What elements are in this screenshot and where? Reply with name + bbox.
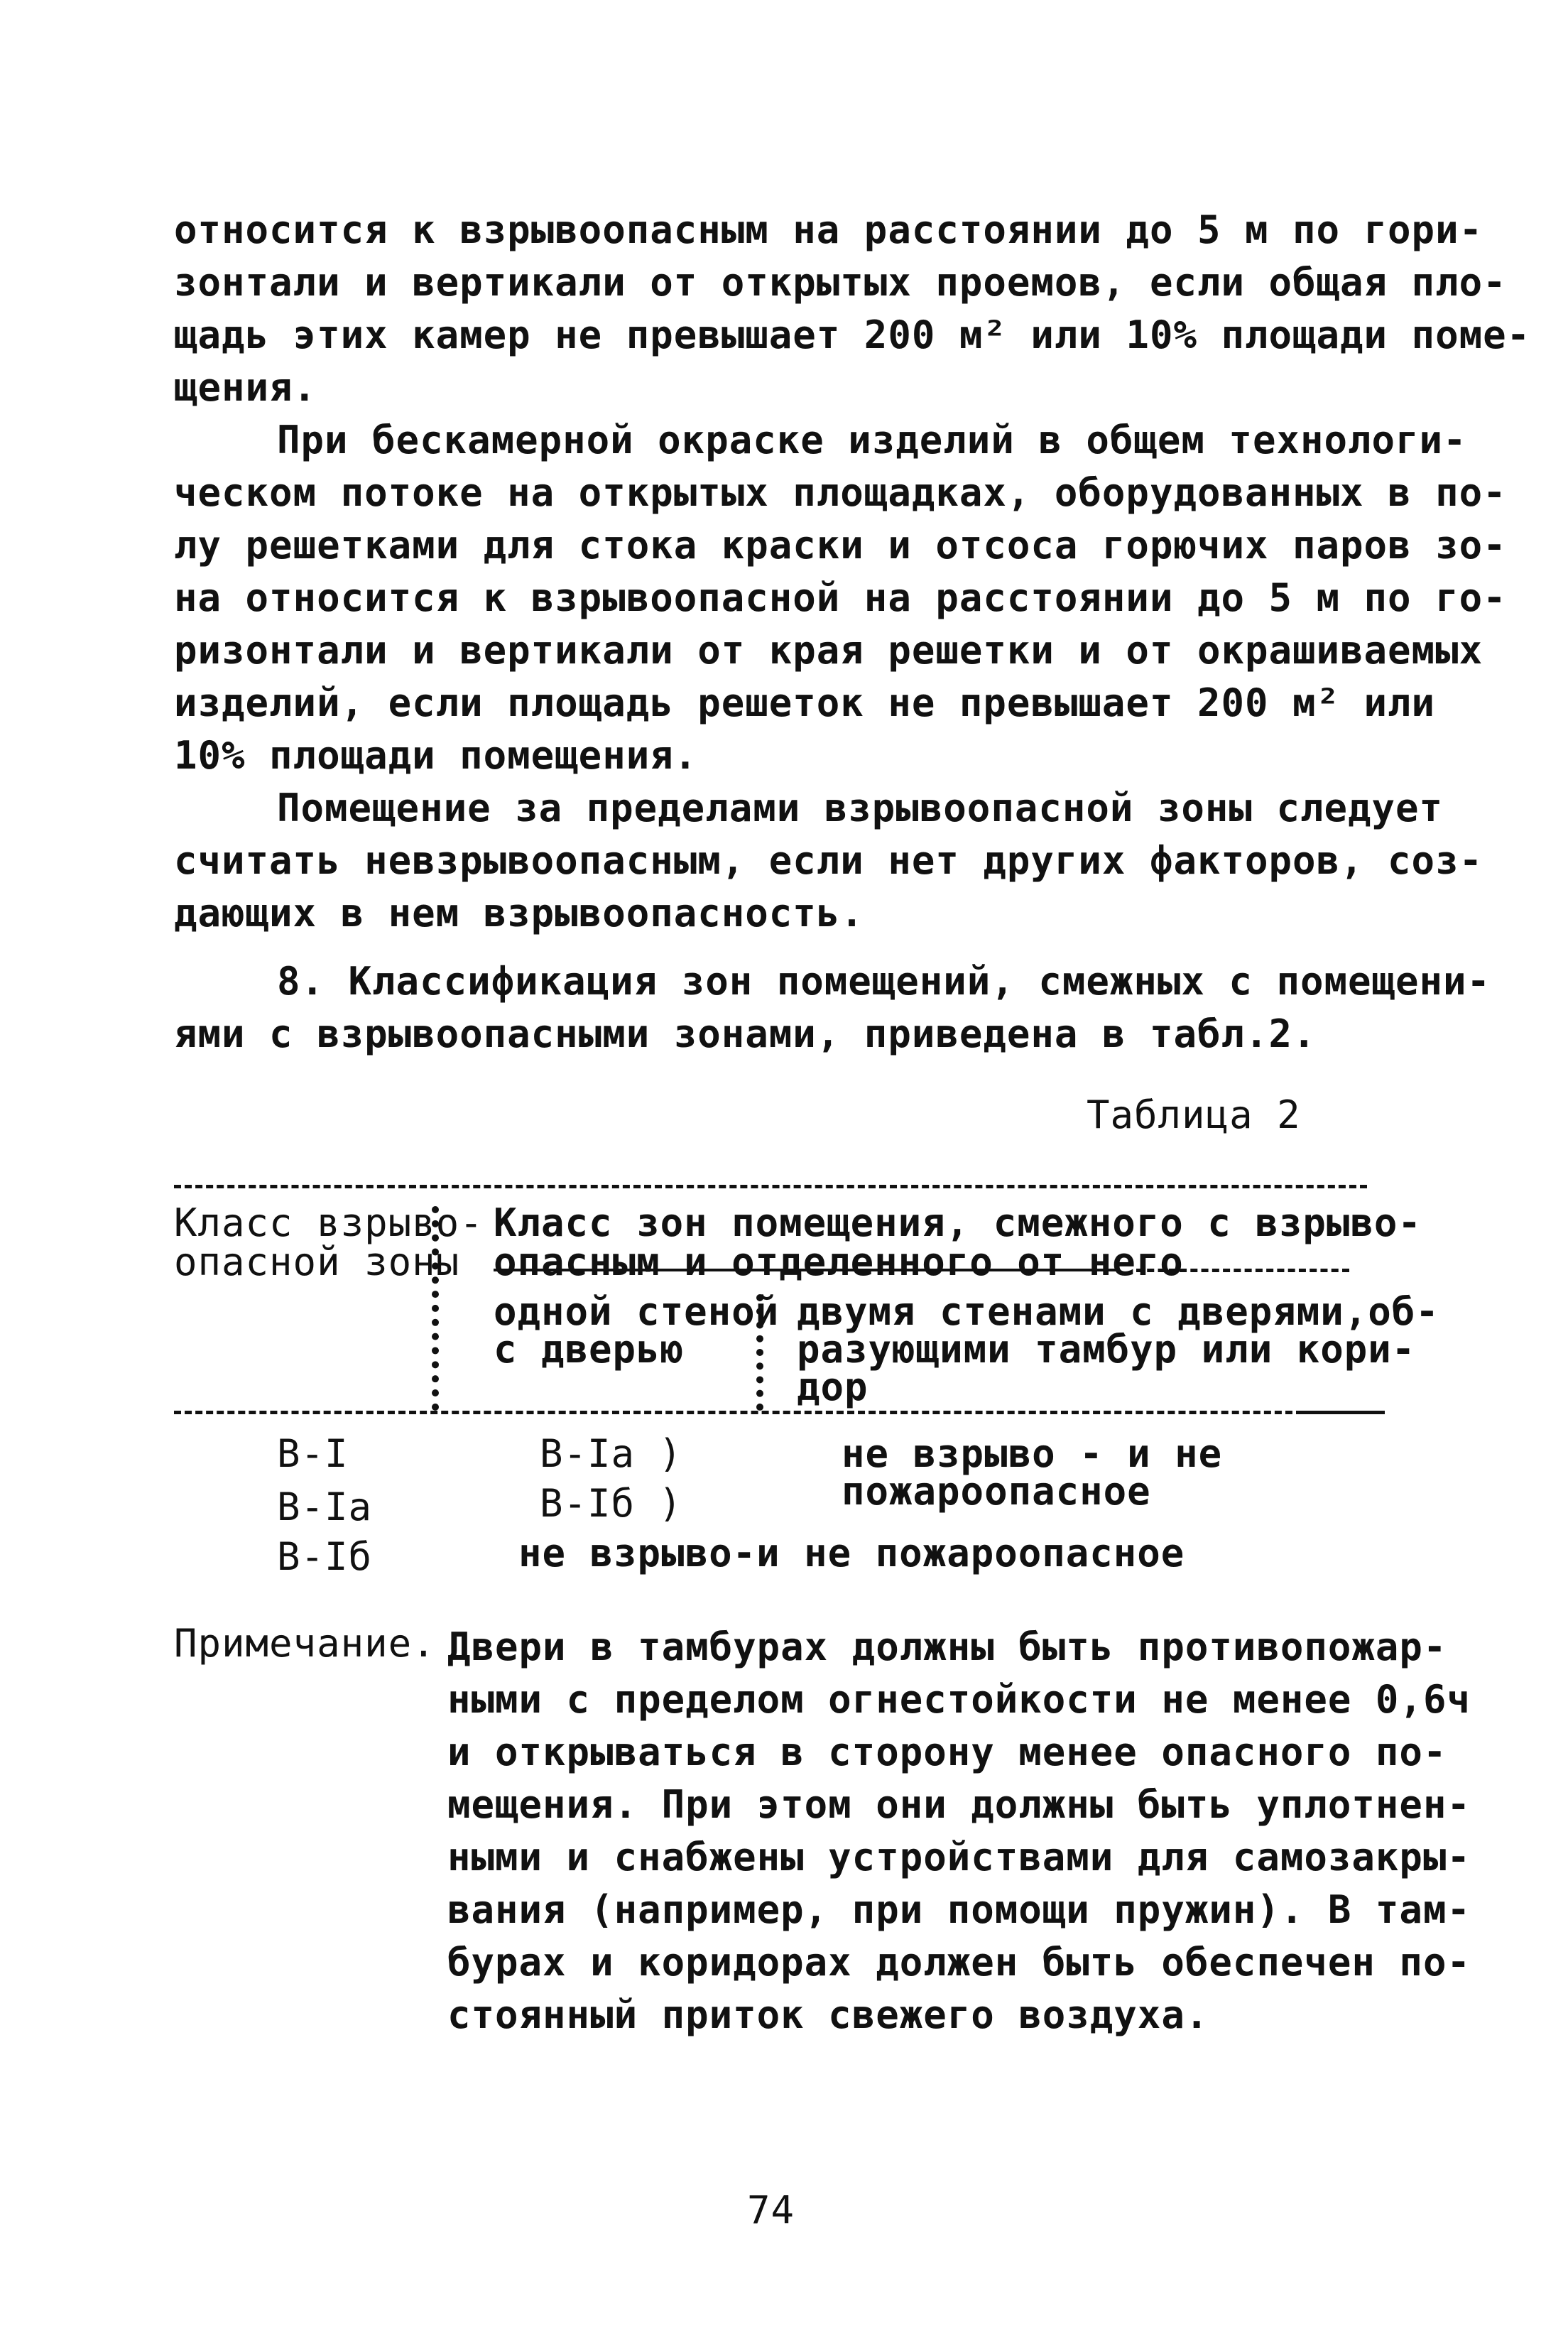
paragraph-3-line-3: дающих в нем взрывоопасность. bbox=[174, 891, 864, 935]
note-line-3: и открываться в сторону менее опасного по- bbox=[447, 1730, 1447, 1774]
table-row-1-zone: В-I bbox=[277, 1431, 349, 1476]
note-label: Примечание. bbox=[174, 1621, 436, 1666]
table-row-1-one-wall: В-Iа ) bbox=[540, 1431, 683, 1476]
col1-header-line-2: опасной зоны bbox=[174, 1239, 460, 1284]
paragraph-2-line-4: на относится к взрывоопасной на расстоянии до 5 м по го- bbox=[174, 575, 1507, 620]
note-line-8: стоянный приток свежего воздуха. bbox=[447, 1992, 1209, 2037]
paragraph-2-line-5: ризонтали и вертикали от края решетки и от окрашиваемых bbox=[174, 628, 1483, 673]
note-line-7: бурах и коридорах должен быть обеспечен по- bbox=[447, 1940, 1471, 1985]
table-row-2-zone: В-Iа bbox=[277, 1485, 373, 1529]
paragraph-1-line-1: относится к взрывоопасным на расстоянии до 5 м по гори- bbox=[174, 207, 1483, 252]
table-header-bottom-rule bbox=[174, 1411, 1303, 1414]
paragraph-2-line-6: изделий, если площадь решеток не превышает 200 м² или bbox=[174, 680, 1436, 725]
paragraph-1-line-3: щадь этих камер не превышает 200 м² или 10% площади поме- bbox=[174, 313, 1531, 357]
paragraph-1-line-4: щения. bbox=[174, 365, 317, 410]
note-line-6: вания (например, при помощи пружин). В там- bbox=[447, 1887, 1471, 1932]
table-row-1-two-walls: не взрыво - и не bbox=[842, 1431, 1223, 1476]
paragraph-3-line-1: Помещение за пределами взрывоопасной зоны следует bbox=[277, 786, 1444, 830]
paragraph-4-line-1: 8. Классификация зон помещений, смежных с помещени- bbox=[277, 959, 1491, 1004]
table-top-rule bbox=[174, 1185, 1367, 1188]
paragraph-3-line-2: считать невзрывоопасным, если нет других факторов, соз- bbox=[174, 838, 1483, 883]
subheader-two-walls-line-3: дор bbox=[797, 1365, 869, 1409]
subheader-one-wall-line-1: одной стеной bbox=[494, 1289, 780, 1334]
col1-header-line-1: Класс взрыво- bbox=[174, 1200, 484, 1245]
col2-header-line-1: Класс зон помещения, смежного с взрыво- bbox=[494, 1200, 1422, 1245]
table-row-2-two-walls: пожароопасное bbox=[842, 1469, 1151, 1514]
table-row-3-zone: В-Iб bbox=[277, 1534, 373, 1579]
subheader-one-wall-line-2: с дверью bbox=[494, 1327, 685, 1372]
note-line-5: ными и снабжены устройствами для самозакры- bbox=[447, 1835, 1471, 1879]
col2-header-line-2: опасным и отделенного от него bbox=[494, 1239, 1184, 1284]
paragraph-1-line-2: зонтали и вертикали от открытых проемов, если общая пло- bbox=[174, 260, 1507, 305]
paragraph-4-line-2: ями с взрывоопасными зонами, приведена в табл.2. bbox=[174, 1011, 1317, 1056]
table-caption: Таблица 2 bbox=[1087, 1092, 1301, 1137]
paragraph-2-line-1: При бескамерной окраске изделий в общем технологи- bbox=[277, 418, 1467, 462]
page-number: 74 bbox=[747, 2188, 795, 2233]
table-header-bottom-rule-end bbox=[1303, 1411, 1385, 1414]
paragraph-2-line-7: 10% площади помещения. bbox=[174, 733, 698, 778]
paragraph-2-line-3: лу решетками для стока краски и отсоса горючих паров зо- bbox=[174, 523, 1507, 568]
table-row-2-one-wall: В-Iб ) bbox=[540, 1481, 683, 1526]
subheader-two-walls-line-2: разующими тамбур или кори- bbox=[797, 1327, 1416, 1372]
note-line-2: ными с пределом огнестойкости не менее 0,6ч bbox=[447, 1677, 1471, 1722]
note-line-4: мещения. При этом они должны быть уплотнен- bbox=[447, 1782, 1471, 1827]
paragraph-2-line-2: ческом потоке на открытых площадках, оборудованных в по- bbox=[174, 470, 1507, 515]
note-line-1: Двери в тамбурах должны быть противопожар- bbox=[447, 1624, 1447, 1669]
subheader-two-walls-line-1: двумя стенами с дверями,об- bbox=[797, 1289, 1439, 1334]
table-row-3-merged: не взрыво-и не пожароопасное bbox=[518, 1531, 1185, 1575]
